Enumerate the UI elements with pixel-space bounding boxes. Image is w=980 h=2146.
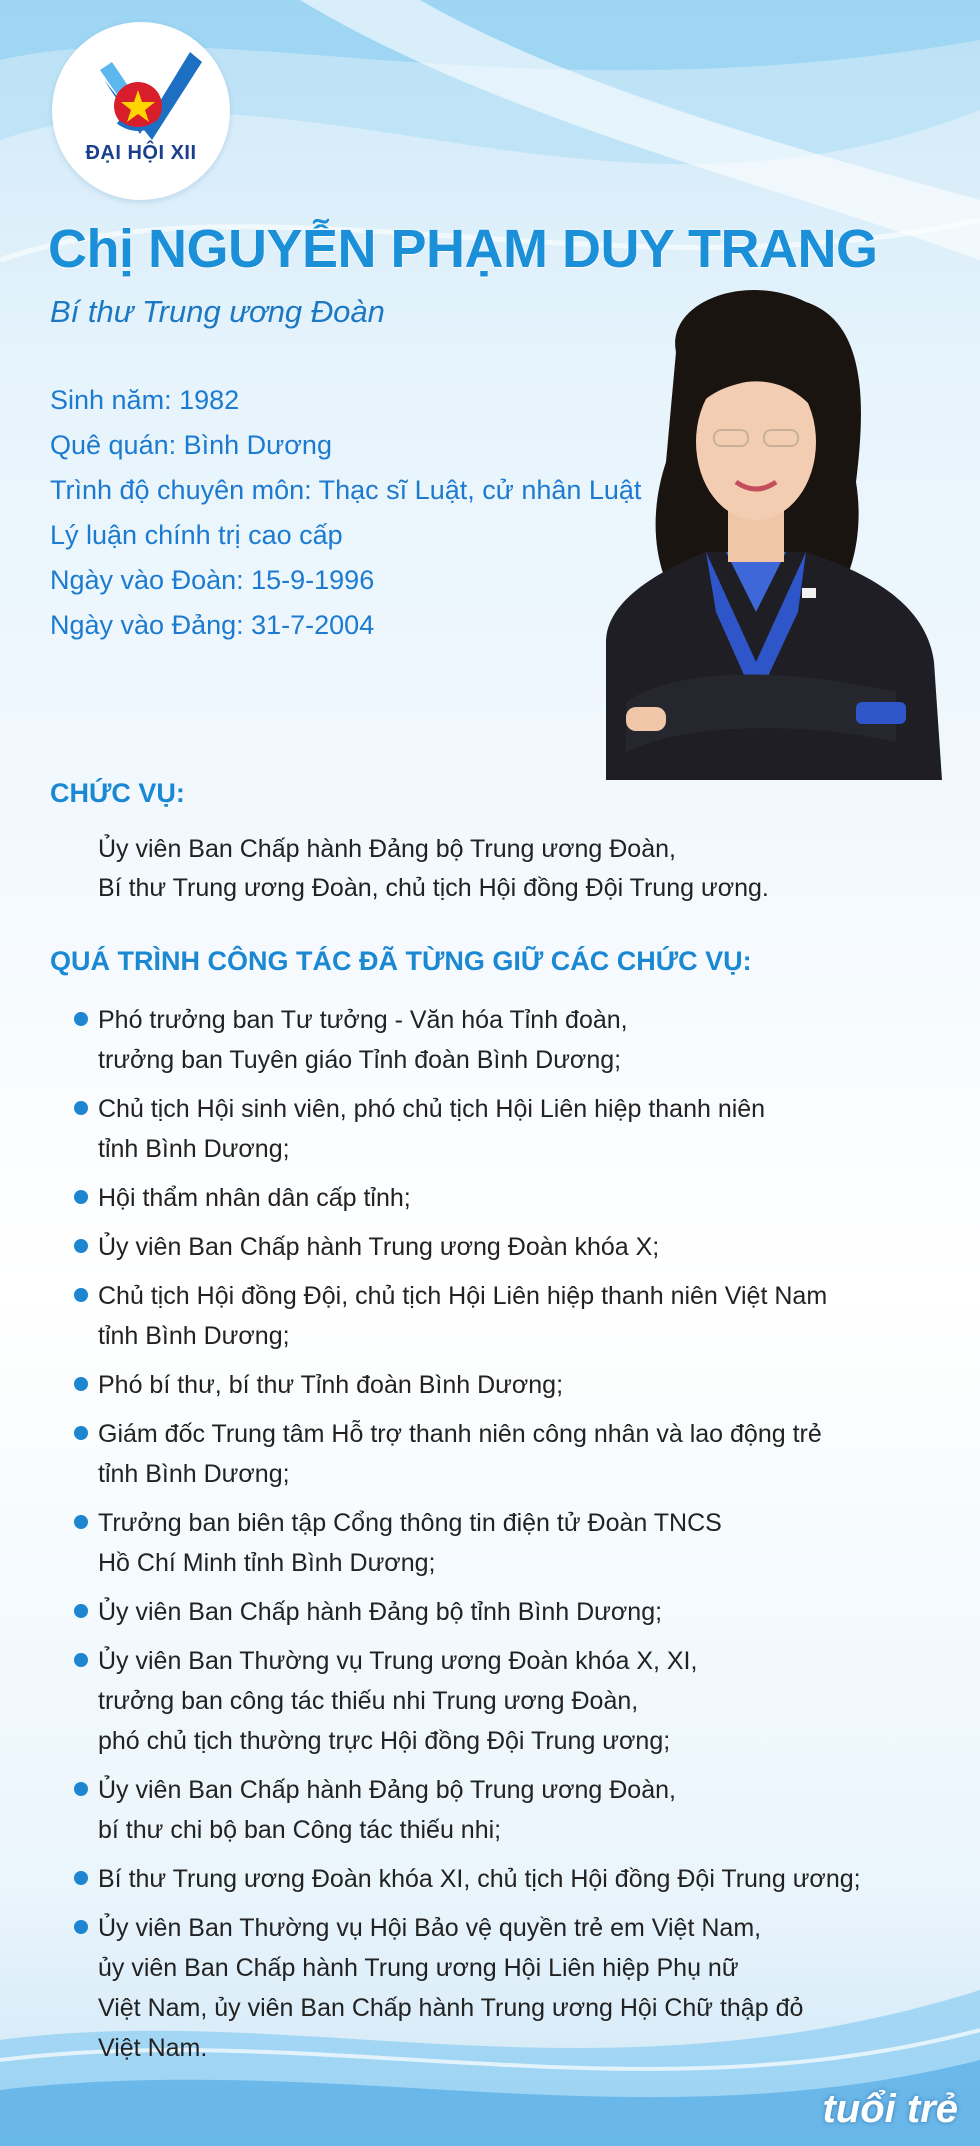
congress-logo — [52, 22, 230, 200]
career-item-text — [98, 1503, 930, 1583]
bullet-dot-icon — [74, 1653, 88, 1667]
page-subtitle: Bí thư Trung ương Đoàn — [50, 294, 385, 329]
logo-label: ĐẠI HỘI XII — [85, 142, 197, 164]
info-hometown: Quê quán: Bình Dương — [50, 430, 332, 460]
career-item-line: Việt Nam. — [98, 2034, 208, 2062]
career-item-line: trưởng ban Tuyên giáo Tỉnh đoàn Bình Dương; — [98, 1046, 622, 1074]
career-item-line: Ủy viên Ban Chấp hành Đảng bộ tỉnh Bình Dương; — [98, 1598, 663, 1626]
career-item-text — [98, 1641, 930, 1761]
career-item-text — [98, 1365, 930, 1405]
info-birth-year: Sinh năm: 1982 — [50, 385, 240, 415]
career-item-line: Ủy viên Ban Thường vụ Trung ương Đoàn khóa X, XI, — [98, 1647, 698, 1675]
bullet-dot-icon — [74, 1920, 88, 1934]
info-party-date: Ngày vào Đảng: 31-7-2004 — [50, 610, 375, 640]
career-item-line: Ủy viên Ban Thường vụ Hội Bảo vệ quyền trẻ em Việt Nam, — [98, 1914, 762, 1942]
bullet-dot-icon — [74, 1782, 88, 1796]
career-item — [70, 1592, 930, 1632]
career-item-line: ủy viên Ban Chấp hành Trung ương Hội Liên hiệp Phụ nữ — [98, 1954, 739, 1982]
current-position-line: Bí thư Trung ương Đoàn, chủ tịch Hội đồng Đội Trung ương. — [98, 874, 769, 902]
career-item-line: Chủ tịch Hội sinh viên, phó chủ tịch Hội Liên hiệp thanh niên — [98, 1095, 766, 1123]
career-item — [70, 1908, 930, 2068]
career-item — [70, 1000, 930, 1080]
career-item-text — [98, 1908, 930, 2068]
career-list — [70, 1000, 930, 2077]
current-position-heading: CHỨC VỤ: — [50, 778, 185, 808]
career-item-line: Hồ Chí Minh tỉnh Bình Dương; — [98, 1549, 436, 1577]
career-item — [70, 1503, 930, 1583]
career-item-text — [98, 1276, 930, 1356]
career-item-text — [98, 1592, 930, 1632]
career-item-line: tỉnh Bình Dương; — [98, 1322, 290, 1350]
career-item-line: tỉnh Bình Dương; — [98, 1460, 290, 1488]
bullet-dot-icon — [74, 1190, 88, 1204]
career-item-line: Chủ tịch Hội đồng Đội, chủ tịch Hội Liên hiệp thanh niên Việt Nam — [98, 1282, 828, 1310]
career-heading: QUÁ TRÌNH CÔNG TÁC ĐÃ TỪNG GIỮ CÁC CHỨC VỤ: — [50, 946, 752, 976]
career-item-line: Phó trưởng ban Tư tưởng - Văn hóa Tỉnh đoàn, — [98, 1006, 628, 1034]
career-item-line: phó chủ tịch thường trực Hội đồng Đội Trung ương; — [98, 1727, 671, 1755]
congress-emblem-icon — [52, 22, 230, 200]
career-item-text — [98, 1414, 930, 1494]
career-item-text — [98, 1227, 930, 1267]
career-item-line: Trưởng ban biên tập Cổng thông tin điện tử Đoàn TNCS — [98, 1509, 722, 1537]
tuoitre-logo: tuổi trẻ — [822, 2087, 958, 2131]
career-item-line: Phó bí thư, bí thư Tỉnh đoàn Bình Dương; — [98, 1371, 564, 1399]
career-item — [70, 1859, 930, 1899]
info-education: Trình độ chuyên môn: Thạc sĩ Luật, cử nhân Luật — [50, 475, 642, 505]
info-youth-union-date: Ngày vào Đoàn: 15-9-1996 — [50, 565, 375, 595]
career-item-text — [98, 1178, 930, 1218]
bullet-dot-icon — [74, 1101, 88, 1115]
career-item-text — [98, 1000, 930, 1080]
bullet-dot-icon — [74, 1871, 88, 1885]
career-item — [70, 1227, 930, 1267]
info-political-theory: Lý luận chính trị cao cấp — [50, 520, 343, 550]
career-item-line: Ủy viên Ban Chấp hành Trung ương Đoàn khóa X; — [98, 1233, 660, 1261]
bullet-dot-icon — [74, 1515, 88, 1529]
bullet-dot-icon — [74, 1239, 88, 1253]
career-item-line: trưởng ban công tác thiếu nhi Trung ương Đoàn, — [98, 1687, 639, 1715]
career-item-line: Việt Nam, ủy viên Ban Chấp hành Trung ương Hội Chữ thập đỏ — [98, 1994, 804, 2022]
career-item-text — [98, 1089, 930, 1169]
career-item-line: tỉnh Bình Dương; — [98, 1135, 290, 1163]
current-position-line: Ủy viên Ban Chấp hành Đảng bộ Trung ương Đoàn, — [98, 835, 676, 863]
bullet-dot-icon — [74, 1012, 88, 1026]
bullet-dot-icon — [74, 1377, 88, 1391]
bullet-dot-icon — [74, 1604, 88, 1618]
career-item — [70, 1770, 930, 1850]
bullet-dot-icon — [74, 1288, 88, 1302]
career-item — [70, 1178, 930, 1218]
current-position-text — [98, 830, 769, 908]
page-title: Chị NGUYỄN PHẠM DUY TRANG — [48, 219, 878, 279]
career-item — [70, 1365, 930, 1405]
career-item — [70, 1414, 930, 1494]
career-item — [70, 1276, 930, 1356]
career-item — [70, 1089, 930, 1169]
career-item-line: Giám đốc Trung tâm Hỗ trợ thanh niên công nhân và lao động trẻ — [98, 1420, 822, 1448]
career-item-line: Bí thư Trung ương Đoàn khóa XI, chủ tịch Hội đồng Đội Trung ương; — [98, 1865, 861, 1893]
career-item-line: bí thư chi bộ ban Công tác thiếu nhi; — [98, 1816, 502, 1844]
career-item-text — [98, 1770, 930, 1850]
career-item-line: Hội thẩm nhân dân cấp tỉnh; — [98, 1184, 411, 1212]
career-item-text — [98, 1859, 930, 1899]
career-item-line: Ủy viên Ban Chấp hành Đảng bộ Trung ương Đoàn, — [98, 1776, 676, 1804]
bullet-dot-icon — [74, 1426, 88, 1440]
personal-info — [50, 378, 641, 648]
career-item — [70, 1641, 930, 1761]
